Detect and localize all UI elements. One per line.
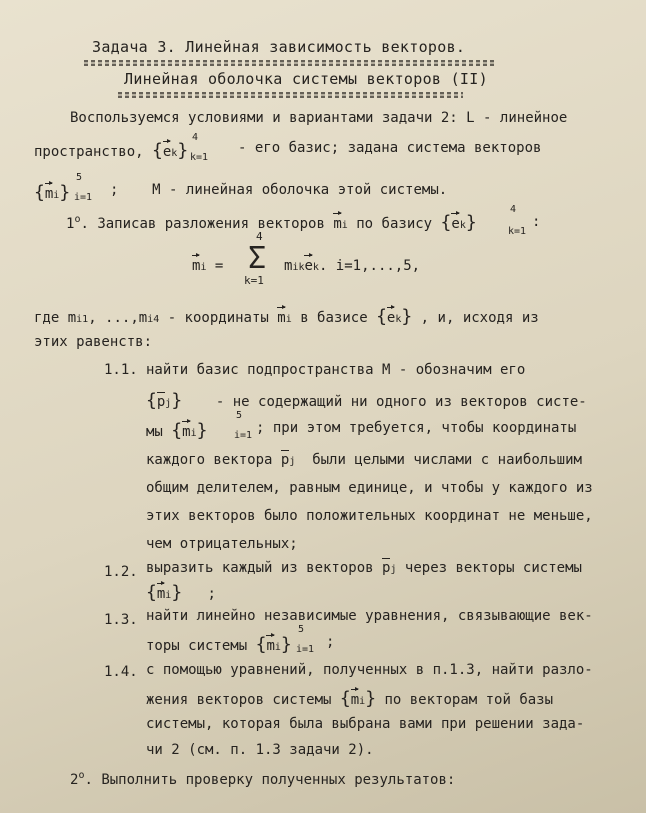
intro-line-2: пространство, {ek} [34,140,189,161]
item-1-1-line-h: этих векторов было положительных координат не меньше, [146,508,593,524]
intro-line-3: {mi} [34,182,71,203]
item-1-1-line-a: найти базис подпространства М - обозначим его [146,362,526,378]
p1-basis-sup: 4 [510,204,517,215]
item-1-4-number: 1.4. [104,664,138,680]
formula-sum-bottom: k=1 [244,274,264,287]
subtitle-wavy-underline [118,92,463,98]
item-1-3-line-b: торы системы {mi} [146,634,292,655]
item-1-2-line-a: выразить каждый из векторов pj через векторы системы [146,560,582,576]
system-sup: 5 [76,172,83,183]
task-subtitle [124,70,488,88]
intro-line-3b: ; M - линейная оболочка этой системы. [110,182,448,198]
item-1-1-line-i: чем отрицательных; [146,536,298,552]
item-1-1-line-b: {pj} - не содержащий ни одного из векторов систе- [146,390,587,411]
item-1-2-number: 1.2. [104,564,138,580]
formula-term: mikek. i=1,...,5, [284,258,421,274]
item-1-1-line-c: мы {mi} [146,420,208,441]
item-1-1-line-d: ; при этом требуется, чтобы координаты [256,420,577,436]
item-1-1-number: 1.1. [104,362,138,378]
item-1-1-sub: i=1 [234,430,253,441]
intro-line-2b: - его базис; задана система векторов [238,140,542,156]
item-1-4-line-d: системы, которая была выбрана вами при решении зада- [146,716,585,732]
item-1-2-line-b: {mi} ; [146,582,216,603]
formula-sigma: Σ [248,241,267,276]
p1-basis-sub: k=1 [508,226,527,237]
subtitle-roman: (II) [450,70,488,88]
coord-line-1: где mi1, ...,mi4 - координаты mi в базисе {ek} , и, исходя из [34,306,539,327]
point-1-line: 1$^o$. Записав разложения векторов mi по базису {ek} [66,212,477,233]
item-1-3-sup: 5 [298,624,305,635]
subtitle-text: Линейная оболочка системы векторов [124,70,442,88]
system-sub: i=1 [74,192,93,203]
basis-sub: k=1 [190,152,209,163]
basis-sup: 4 [192,132,199,143]
item-1-4-line-a: с помощью уравнений, полученных в п.1.3, найти разло- [146,662,593,678]
item-1-1-line-g: общим делителем, равным единице, и чтобы у каждого из [146,480,593,496]
item-1-1-sup: 5 [236,410,243,421]
item-1-3-line-a: найти линейно независимые уравнения, связывающие век- [146,608,593,624]
formula-sum-top: 4 [256,230,263,243]
formula-lhs: mi = [192,258,224,274]
task-title: Задача 3. Линейная зависимость векторов. [92,38,466,56]
basis-vector-e: e [162,144,172,160]
point-2-line: 2$^o$. Выполнить проверку полученных результатов: [70,770,456,788]
item-1-3-number: 1.3. [104,612,138,628]
title-wavy-underline [84,60,494,66]
item-1-3-sub: i=1 [296,644,315,655]
item-1-3-semicolon: ; [326,634,335,650]
item-1-1-line-e: каждого вектора pj были целыми числами с наибольшим [146,452,582,468]
system-vector-m: m [44,186,54,202]
item-1-4-line-b: жения векторов системы {mi} по векторам той базы [146,688,554,709]
item-1-4-line-e: чи 2 (см. п. 1.3 задачи 2). [146,742,374,758]
intro-line-1: Воспользуемся условиями и вариантами задачи 2: L - линейное [70,110,568,126]
p1-colon: : [532,214,541,230]
coord-line-2: этих равенств: [34,334,153,350]
